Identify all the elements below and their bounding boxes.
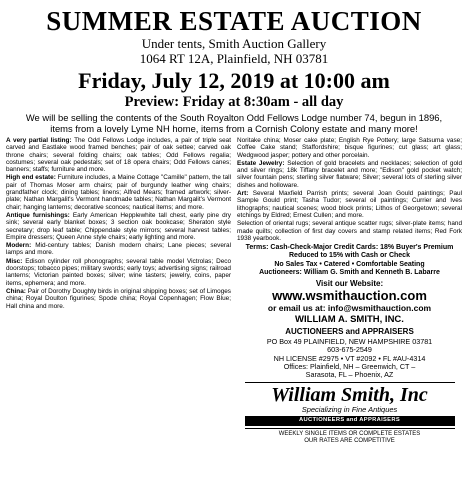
terms-block [237,244,462,277]
website-link[interactable]: www.wsmithauction.com [272,287,427,303]
right-listing-text [237,137,462,242]
listing-paragraph [237,220,462,242]
visit-label: Visit our Website: [315,278,384,288]
listing-paragraph [6,288,231,310]
listing-heading: Estate Jewelry: [237,159,285,167]
listing-paragraph [237,190,462,219]
footer-line: OUR RATES ARE COMPETITIVE [304,437,395,444]
listing-text: Pair of Dorothy Doughty birds in original shipping boxes; set of Limoges china; Royal Doulton figurines; Spode china; Royal Copenhagen; Flow Blue; Hall china and more. [6,287,231,310]
company-name: WILLIAM A. SMITH, INC. [295,313,404,325]
logo-tagline: Specializing in Fine Antiques [301,405,398,415]
listing-text: Selection of gold bracelets and necklaces; selection of gold and silver rings; 18k Tiffany bracelet and more; "Edison" gold pocket watch; silver fountain pens; sterling silver flatware; Silver; several lots of sterling silver dishes and holloware. [237,159,462,189]
address-line: 1064 RT 12A, Plainfield, NH 03781 [139,51,329,66]
listing-paragraph [6,212,231,241]
listing-paragraph [6,137,231,173]
right-listing-column [237,137,462,445]
listing-paragraph [6,258,231,287]
listing-heading: Art: [237,190,249,198]
auction-date: Friday, July 12, 2019 at 10:00 am [78,68,390,93]
venue-line: Under tents, Smith Auction Gallery [141,36,327,51]
preview-line: Preview: Friday at 8:30am - all day [124,94,344,110]
listing-text: The Odd Fellows Lodge includes, a pair of triple seat carved and Eastlake wood framed benches; pair of oak settee; carved oak throne chairs; several folding chairs; oak tables; Odd Fellows regalia; costumes; several oak pedestals; set of 18 opera chairs; Odd Fellows canes; banners; staffs; furniture and more. [6,137,231,174]
listing-text: Selection of oriental rugs; several antique scatter rugs; silver-plate items; hand made quilts; collection of first day covers and stamp related items; Red Fork 1938 yearbook. [237,220,462,242]
listing-text: Early American Hepplewhite tall chest, early pine dry sink; several early blanket boxes; 3 section oak bookcase; Sheraton style secretary; drop leaf table; Chippendale style mirrors; several harvest tables; Empire dressers; Queen Anne style chairs; early lighting and more. [6,211,231,241]
offices-line: Offices: Plainfield, NH – Greenwich, CT – [283,361,416,371]
listing-text: Mid-century tables; Danish modern chairs; Lane pieces; several lamps and more. [6,242,231,257]
listing-text: Edison cylinder roll phonographs; several table model Victrolas; Deco doorstops; tobacco pipes; military swords; early toys; advertising signs; railroad lanterns; Victorian painted boxes; silver; wine tasters; jewelry, coins, paper items, ephemera; and more. [6,257,231,287]
license-line: NH LICENSE #2975 • VT #2092 • FL #AU-4314 [273,353,426,363]
footer-line: WEEKLY SINGLE ITEMS OR COMPLETE ESTATES [278,430,421,437]
terms-line: No Sales Tax • Catered • Comfortable Seating [274,260,425,268]
auctioneers-line: Auctioneers: William G. Smith and Kenneth B. Labarre [259,268,440,276]
listing-paragraph [6,174,231,210]
footer-text [237,431,462,445]
logo-bar: AUCTIONEERS and APPRAISERS [245,416,455,425]
listing-columns [6,137,462,445]
po-box: PO Box 49 PLAINFIELD, NEW HAMPSHIRE 03781 [266,336,433,346]
phone-number: 603-675-2549 [327,345,372,355]
listing-heading: High end estate: [6,174,56,182]
listing-heading: China: [6,287,26,295]
listing-heading: Antique furnishings: [6,211,70,219]
listing-text: Several Maxfield Parrish prints; several Joan Gould paintings; Paul Sample Gould print; Tasha Tudor; several oil paintings; Currier and Ives lithographs; nautical scenes; wood block prints; Lithos of Georgetown; several etchings by Eldred; Ernest Cullen; and more. [237,190,462,219]
auction-title: SUMMER ESTATE AUCTION [46,6,422,36]
company-subtitle: AUCTIONEERS and APPRAISERS [285,327,414,337]
listing-paragraph [237,137,462,159]
listing-heading: Misc: [6,257,23,265]
terms-line: Terms: Cash-Check-Major Credit Cards: 18% Buyer's Premium Reduced to 15% with Cash or Check [245,244,454,260]
listing-paragraph [6,242,231,257]
intro-text: We will be selling the contents of the South Royalton Odd Fellows Lodge number 74, begun in 1896, items from a lovely Lyme NH home, items from a Cornish Colony estate and many more! [25,112,443,134]
company-logo [245,382,455,428]
listing-text: Noritake china; Moser cake plate; English Rye Pottery; large Satsuma vase; Coffee Cake stand; Staffordshire; bisque figurines; cut glass; art glass; Wedgwood jasper; pottery and other porcelain. [237,137,462,159]
listing-text: Furniture includes, a Maine Cottage "Camille" pattern, the tall pair of Thomas Moser arm chairs; pair of burgundy leather wing chairs; grandfather clock; dining tables; linens; Alfred Mears; framed artwork; silver-plate; Nathan Margalit's Vermont handmade tables; Nathan Margalit's Vermont chair; hanging lanterns; decorative sconces; nautical items; and more. [6,174,231,211]
email-link[interactable]: or email us at: info@wsmithauction.com [267,302,432,313]
listing-heading: Modern: [6,242,32,250]
offices-line-2: Sarasota, FL – Phoenix, AZ [305,370,394,380]
listing-heading: A very partial listing: [6,137,72,144]
listing-paragraph [237,160,462,189]
left-listing-column [6,137,231,445]
logo-name: William Smith, Inc [271,384,428,407]
